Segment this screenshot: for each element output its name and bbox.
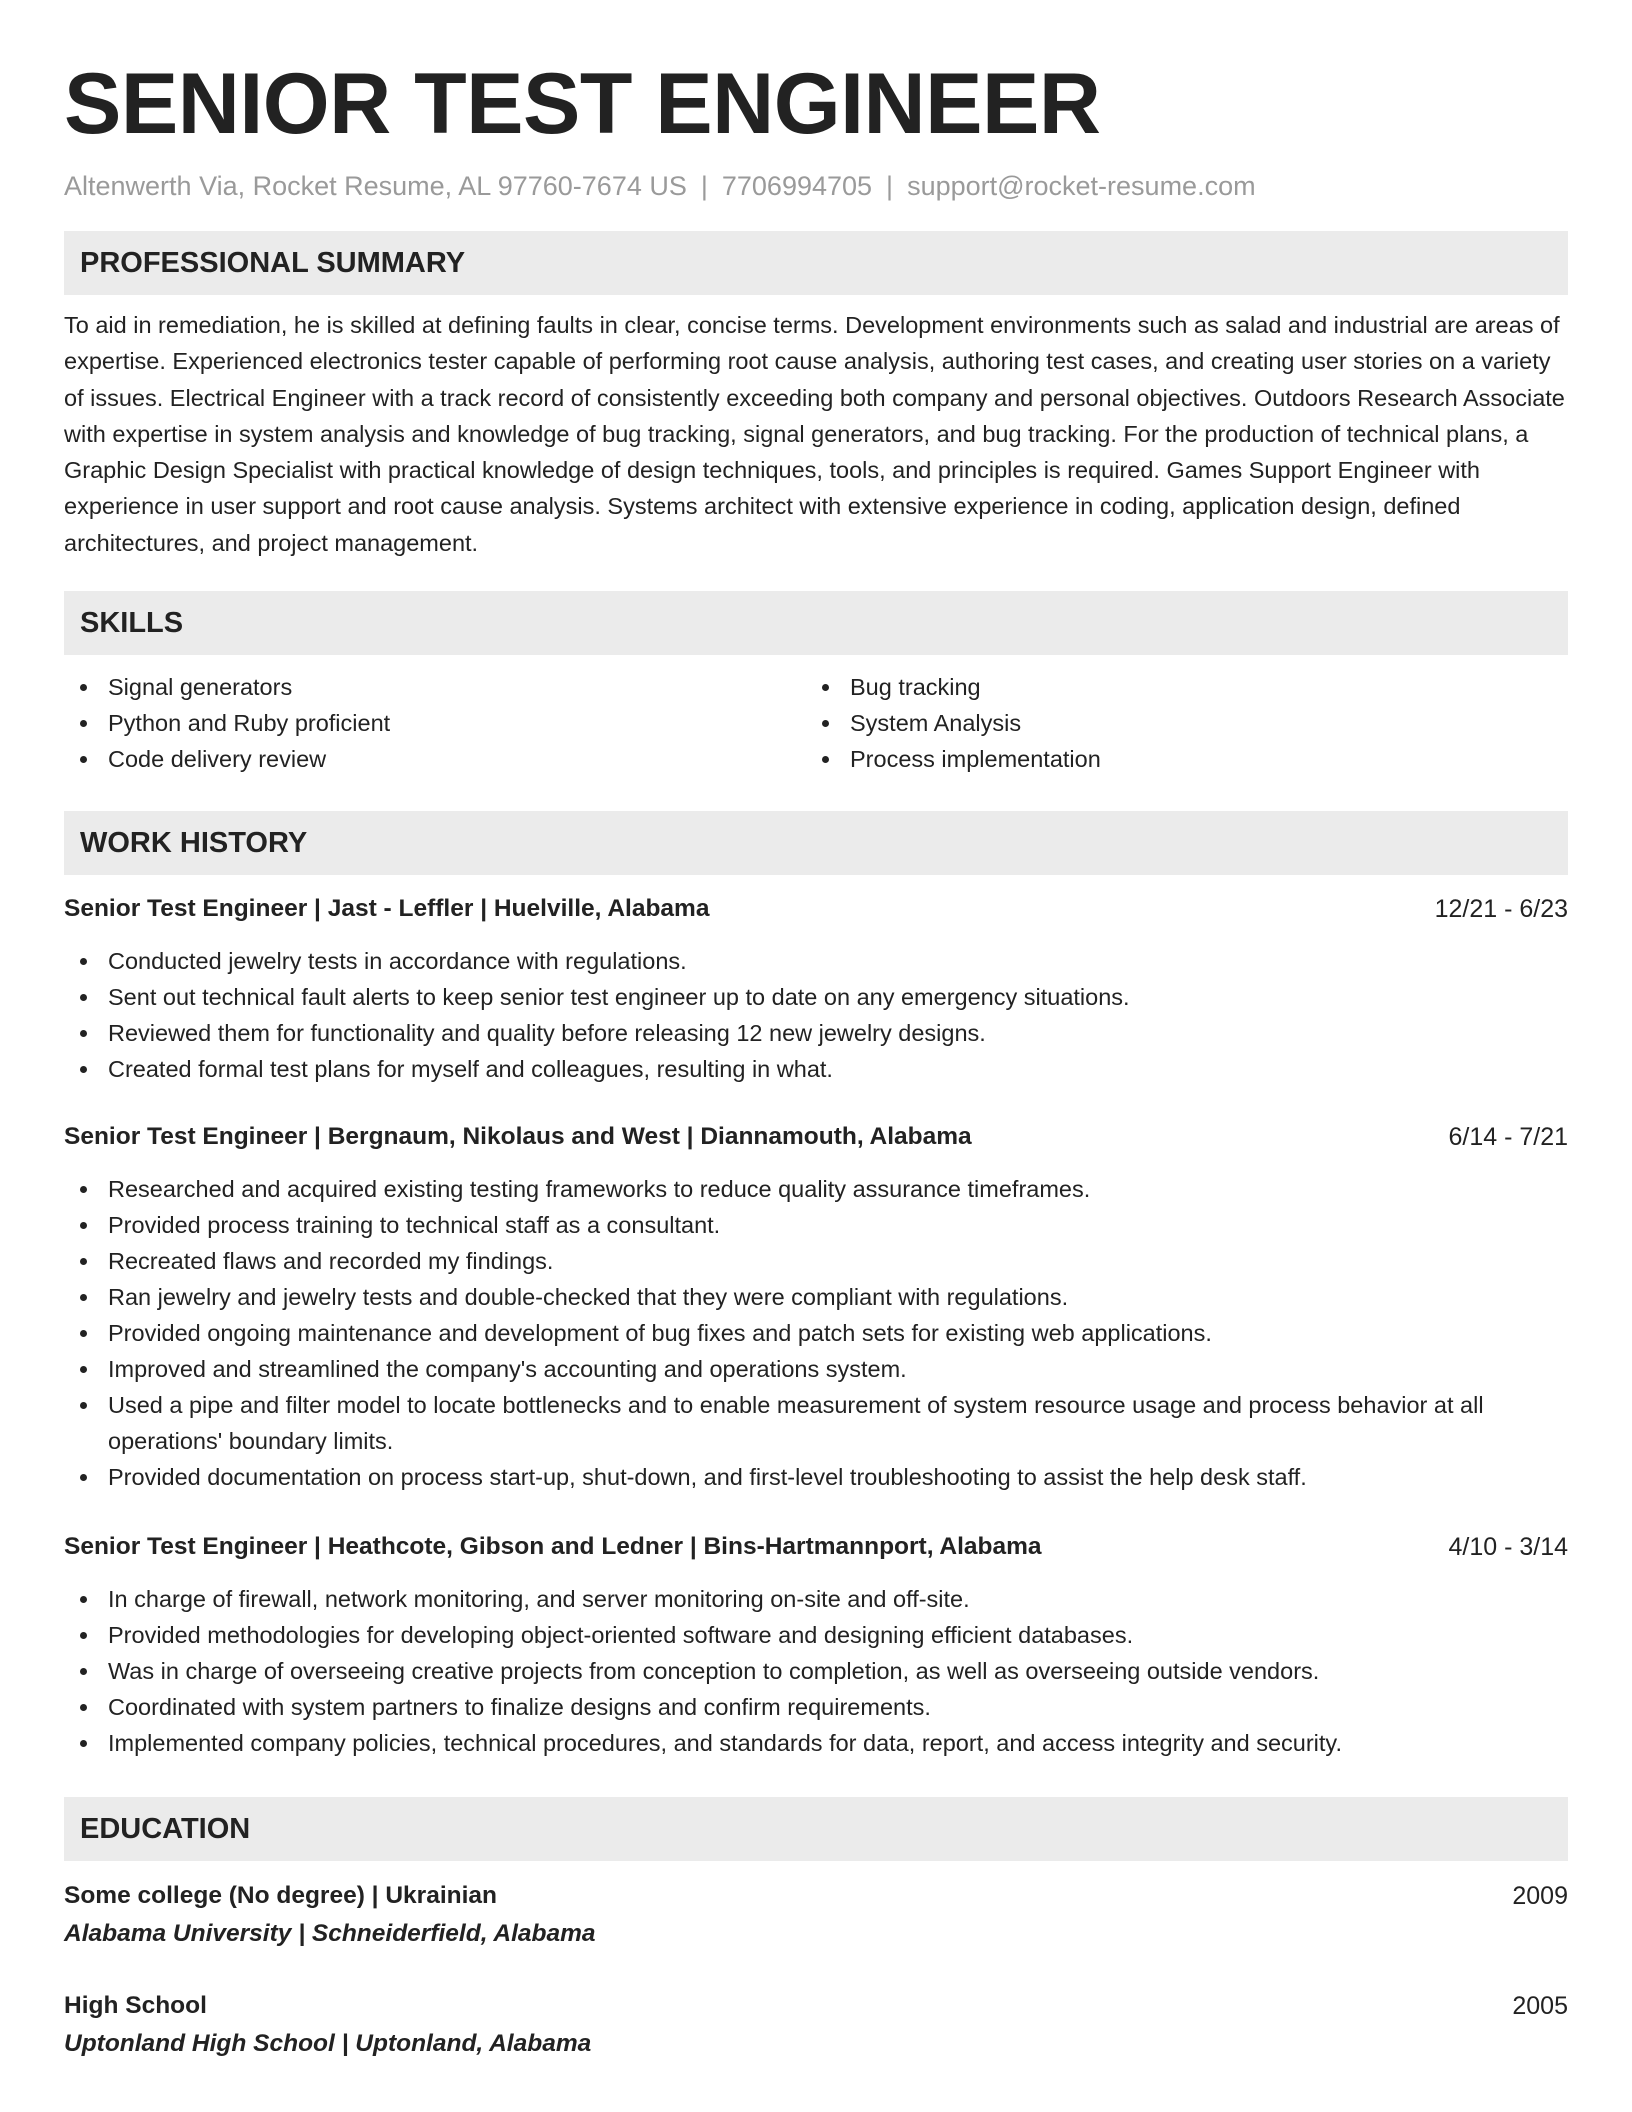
education-year: 2005 bbox=[1512, 1992, 1568, 2021]
job-bullet: Was in charge of overseeing creative projects from conception to completion, as well as overseeing outside vendors. bbox=[64, 1653, 1568, 1689]
job-bullet: Researched and acquired existing testing frameworks to reduce quality assurance timeframes. bbox=[64, 1171, 1568, 1207]
job-bullet: In charge of firewall, network monitoring, and server monitoring on-site and off-site. bbox=[64, 1581, 1568, 1617]
education-entry bbox=[64, 1987, 1568, 2063]
job-bullet: Provided ongoing maintenance and development of bug fixes and patch sets for existing web applications. bbox=[64, 1315, 1568, 1351]
job-entry bbox=[64, 1529, 1568, 1761]
section-header-summary: PROFESSIONAL SUMMARY bbox=[64, 231, 1568, 295]
job-bullet: Created formal test plans for myself and colleagues, resulting in what. bbox=[64, 1051, 1568, 1087]
resume-name: SENIOR TEST ENGINEER bbox=[64, 56, 1101, 152]
job-heading: Senior Test Engineer | Jast - Leffler | Huelville, Alabama bbox=[64, 895, 710, 923]
education-entry bbox=[64, 1877, 1568, 1953]
education-school: Alabama University | Schneiderfield, Alabama bbox=[64, 1920, 596, 1948]
job-bullet: Recreated flaws and recorded my findings. bbox=[64, 1243, 1568, 1279]
contact-phone: 7706994705 bbox=[721, 171, 873, 201]
job-entry bbox=[64, 891, 1568, 1087]
job-heading: Senior Test Engineer | Bergnaum, Nikolaus and West | Diannamouth, Alabama bbox=[64, 1123, 972, 1151]
skill-item: Code delivery review bbox=[64, 741, 806, 777]
resume-page bbox=[64, 44, 1568, 2063]
contact-separator: | bbox=[700, 171, 708, 201]
skills-list bbox=[64, 669, 1568, 777]
job-bullet: Provided methodologies for developing object-oriented software and designing efficient databases. bbox=[64, 1617, 1568, 1653]
job-bullet: Reviewed them for functionality and quality before releasing 12 new jewelry designs. bbox=[64, 1015, 1568, 1051]
section-header-education: EDUCATION bbox=[64, 1797, 1568, 1861]
education-degree: High School bbox=[64, 1992, 207, 2020]
job-dates: 4/10 - 3/14 bbox=[1448, 1533, 1568, 1562]
section-header-skills: SKILLS bbox=[64, 591, 1568, 655]
job-bullets bbox=[64, 1581, 1568, 1761]
skill-item: System Analysis bbox=[806, 705, 1548, 741]
job-bullets bbox=[64, 943, 1568, 1087]
job-entry bbox=[64, 1119, 1568, 1495]
contact-address: Altenwerth Via, Rocket Resume, AL 97760-7674 US bbox=[64, 171, 687, 201]
skill-item: Signal generators bbox=[64, 669, 806, 705]
skill-item: Bug tracking bbox=[806, 669, 1548, 705]
skill-item: Process implementation bbox=[806, 741, 1548, 777]
job-bullet: Coordinated with system partners to finalize designs and confirm requirements. bbox=[64, 1689, 1568, 1725]
education-degree: Some college (No degree) | Ukrainian bbox=[64, 1882, 497, 1910]
education-school: Uptonland High School | Uptonland, Alabama bbox=[64, 2030, 592, 2058]
job-dates: 6/14 - 7/21 bbox=[1448, 1123, 1568, 1152]
skills-column-left bbox=[64, 669, 806, 777]
skills-column-right bbox=[806, 669, 1548, 777]
job-bullet: Conducted jewelry tests in accordance with regulations. bbox=[64, 943, 1568, 979]
job-dates: 12/21 - 6/23 bbox=[1434, 895, 1568, 924]
job-bullet: Provided process training to technical staff as a consultant. bbox=[64, 1207, 1568, 1243]
job-bullets bbox=[64, 1171, 1568, 1495]
job-bullet: Used a pipe and filter model to locate bottlenecks and to enable measurement of system resource usage and process behavior at all operations' boundary limits. bbox=[64, 1387, 1568, 1459]
contact-email: support@rocket-resume.com bbox=[907, 171, 1256, 201]
skill-item: Python and Ruby proficient bbox=[64, 705, 806, 741]
section-header-work: WORK HISTORY bbox=[64, 811, 1568, 875]
job-bullet: Implemented company policies, technical procedures, and standards for data, report, and access integrity and security. bbox=[64, 1725, 1568, 1761]
job-bullet: Ran jewelry and jewelry tests and double-checked that they were compliant with regulations. bbox=[64, 1279, 1568, 1315]
job-bullet: Sent out technical fault alerts to keep senior test engineer up to date on any emergency situations. bbox=[64, 979, 1568, 1015]
contact-separator: | bbox=[886, 171, 894, 201]
education-year: 2009 bbox=[1512, 1882, 1568, 1911]
contact-line bbox=[64, 166, 1568, 206]
job-heading: Senior Test Engineer | Heathcote, Gibson and Ledner | Bins-Hartmannport, Alabama bbox=[64, 1533, 1042, 1561]
job-bullet: Improved and streamlined the company's accounting and operations system. bbox=[64, 1351, 1568, 1387]
job-bullet: Provided documentation on process start-up, shut-down, and first-level troubleshooting to assist the help desk staff. bbox=[64, 1459, 1568, 1495]
summary-text: To aid in remediation, he is skilled at defining faults in clear, concise terms. Development environments such as salad and industrial are areas of expertise. Experienced electronics tester capable of performing root cause analysis, authoring test cases, and creating user stories on a variety of issues. Electrical Engineer with a track record of consistently exceeding both company and personal objectives. Outdoors Research Associate with expertise in system analysis and knowledge of bug tracking, signal generators, and bug tracking. For the production of technical plans, a Graphic Design Specialist with practical knowledge of design techniques, tools, and principles is required. Games Support Engineer with experience in user support and root cause analysis. Systems architect with extensive experience in coding, application design, defined architectures, and project management. bbox=[64, 312, 1565, 556]
